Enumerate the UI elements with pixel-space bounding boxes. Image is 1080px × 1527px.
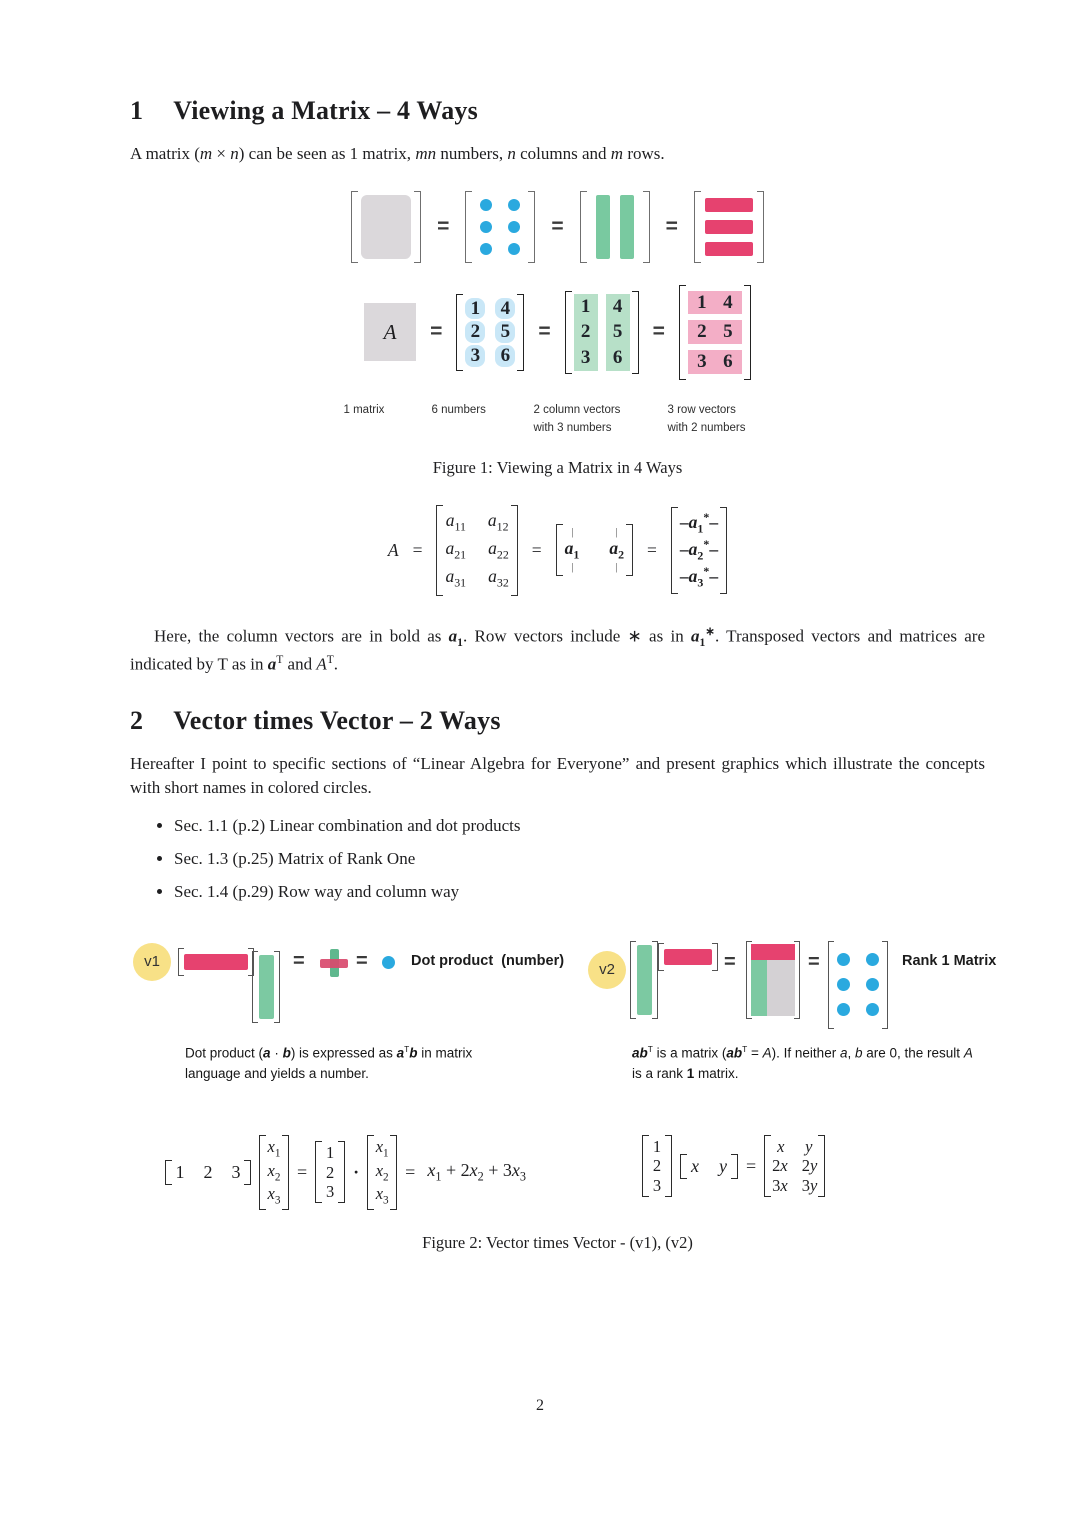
v1-caption: Dot product (a · b) is expressed as $a^Tb$ in matrix language and yields a number. (185, 1043, 473, 1082)
green-column-bar (637, 945, 652, 1015)
pink-row-band (751, 944, 795, 960)
label-6-numbers: 6 numbers (431, 404, 486, 417)
section-1-heading (130, 95, 985, 126)
v1-badge: v1 (133, 943, 171, 981)
v1-column-vector (252, 951, 280, 1023)
plus-icon (320, 949, 348, 977)
figure-2-equations (130, 1135, 985, 1215)
figure-1 (130, 190, 985, 478)
matrix-A-box: A (364, 303, 416, 361)
matrix-entries: $a_{11}$ $a_{12}$ $a_{21}$ $a_{22}$ $a_{31}$ $a_{32}$ (436, 505, 517, 596)
row-vector-123: 1 2 3 (165, 1160, 251, 1185)
column-vector-x: $x_1$ $x_2$ $x_3$ (259, 1135, 289, 1210)
equals-sign: = (430, 320, 443, 344)
list-item: • Sec. 1.3 (p.25) Matrix of Rank One (174, 849, 985, 869)
equals-sign: = (724, 950, 736, 973)
list-item: • Sec. 1.1 (p.2) Linear combination and dot products (174, 816, 985, 836)
notation-paragraph: Here, the column vectors are in bold as $a_1$. Row vectors include ∗ as in $a_1^∗$. Transposed vectors and matrices are indicated by T as in $a^T$ and $A^T$. (130, 625, 985, 674)
six-numbers-dots-icon (465, 191, 535, 263)
equals-sign: = (297, 1161, 308, 1182)
section-1-number: 1 (130, 96, 144, 125)
green-column-bar (259, 955, 274, 1019)
matrix-column-vectors: | | $a_1$ $a_2$ | | (556, 524, 633, 576)
column-vector-123: 1 2 3 (315, 1141, 345, 1203)
row-vector-xy: x y (680, 1154, 738, 1179)
dot-icon (382, 956, 395, 969)
symbol-A: A (387, 539, 399, 560)
equals-sign: = (551, 215, 564, 239)
equals-sign: = (808, 950, 820, 973)
column-vectors-icon (580, 191, 650, 263)
figure-1-views-row (130, 190, 985, 264)
equals-sign: = (647, 539, 657, 560)
column-vector-123: 1 2 3 (642, 1135, 672, 1197)
equals-sign: = (665, 215, 678, 239)
pink-row-bar (184, 954, 248, 970)
v2-column-vector (630, 941, 658, 1019)
matrix-three-rows: 1 4 2 5 3 6 (679, 285, 751, 381)
equation-matrix-views (130, 506, 985, 594)
gray-matrix-fill (361, 195, 411, 259)
v2-result-label: Rank 1 Matrix (902, 952, 997, 969)
matrix-six-numbers: 1 4 2 5 3 6 (456, 294, 524, 372)
equals-sign: = (412, 539, 423, 560)
row-vectors-icon (694, 191, 764, 263)
green-column-band (751, 960, 767, 1016)
section-reference-list (174, 816, 985, 902)
section-2-number: 2 (130, 705, 144, 735)
rank-one-equation (642, 1135, 825, 1197)
v2-row-vector (658, 943, 718, 971)
v2-dots-matrix (828, 941, 888, 1029)
figure-2 (130, 938, 997, 1093)
equals-sign: = (746, 1155, 757, 1176)
matrix-row-vectors: $-a_1^*-$ $-a_2^*-$ $-a_3^*-$ (671, 507, 727, 594)
gray-block (767, 960, 795, 1016)
v2-badge: v2 (588, 951, 626, 989)
figure-1-labels (130, 402, 985, 436)
pink-row-bar (664, 949, 712, 965)
section-2-title: Vector times Vector – 2 Ways (173, 705, 501, 735)
equals-sign: = (538, 320, 551, 344)
figure-1-caption: Figure 1: Viewing a Matrix in 4 Ways (432, 458, 683, 478)
v1-row-vector (178, 948, 254, 976)
dot-operator: · (353, 1161, 360, 1182)
equals-sign: = (531, 539, 542, 560)
v2-product-matrix (746, 941, 800, 1019)
v1-result-label: Dot product (number) (411, 952, 565, 969)
dot-product-sum: $x_1 + 2x_2 + 3x_3$ (427, 1159, 527, 1184)
figure-1-matrix-row (130, 292, 985, 372)
figure-2-caption: Figure 2: Vector times Vector - (v1), (v2) (422, 1232, 693, 1252)
equals-sign: = (405, 1161, 416, 1182)
section-2-intro: Hereafter I point to specific sections of “Linear Algebra for Everyone” and present graphics which illustrate the concepts with short names in colored circles. (130, 753, 985, 797)
v2-caption: $ab^T$ is a matrix $(ab^T = A)$. If neither a, b are 0, the result A is a rank 1 matrix. (632, 1043, 973, 1082)
section-2-heading (130, 705, 985, 736)
section-1-intro: A matrix (m × n) can be seen as 1 matrix, mn numbers, n columns and m rows. (130, 144, 665, 164)
dot-product-equation (165, 1135, 526, 1210)
page-number: 2 (536, 1397, 544, 1414)
rank-one-product-matrix: x y 2x 2y 3x 3y (764, 1135, 825, 1197)
matrix-two-columns: 1 4 2 5 3 6 (565, 291, 639, 375)
equals-sign: = (437, 215, 450, 239)
column-vector-x: $x_1$ $x_2$ $x_3$ (367, 1135, 397, 1210)
label-1-matrix: 1 matrix (343, 404, 385, 417)
list-item: • Sec. 1.4 (p.29) Row way and column way (174, 882, 985, 902)
section-1-title: Viewing a Matrix – 4 Ways (173, 96, 478, 125)
equals-sign: = (652, 320, 665, 344)
one-matrix-icon (351, 191, 421, 263)
equals-sign: = (293, 949, 305, 972)
equals-sign: = (356, 949, 368, 972)
label-2-column-vectors: 2 column vectors with 3 numbers (533, 404, 621, 434)
label-3-row-vectors: 3 row vectors with 2 numbers (667, 404, 746, 434)
